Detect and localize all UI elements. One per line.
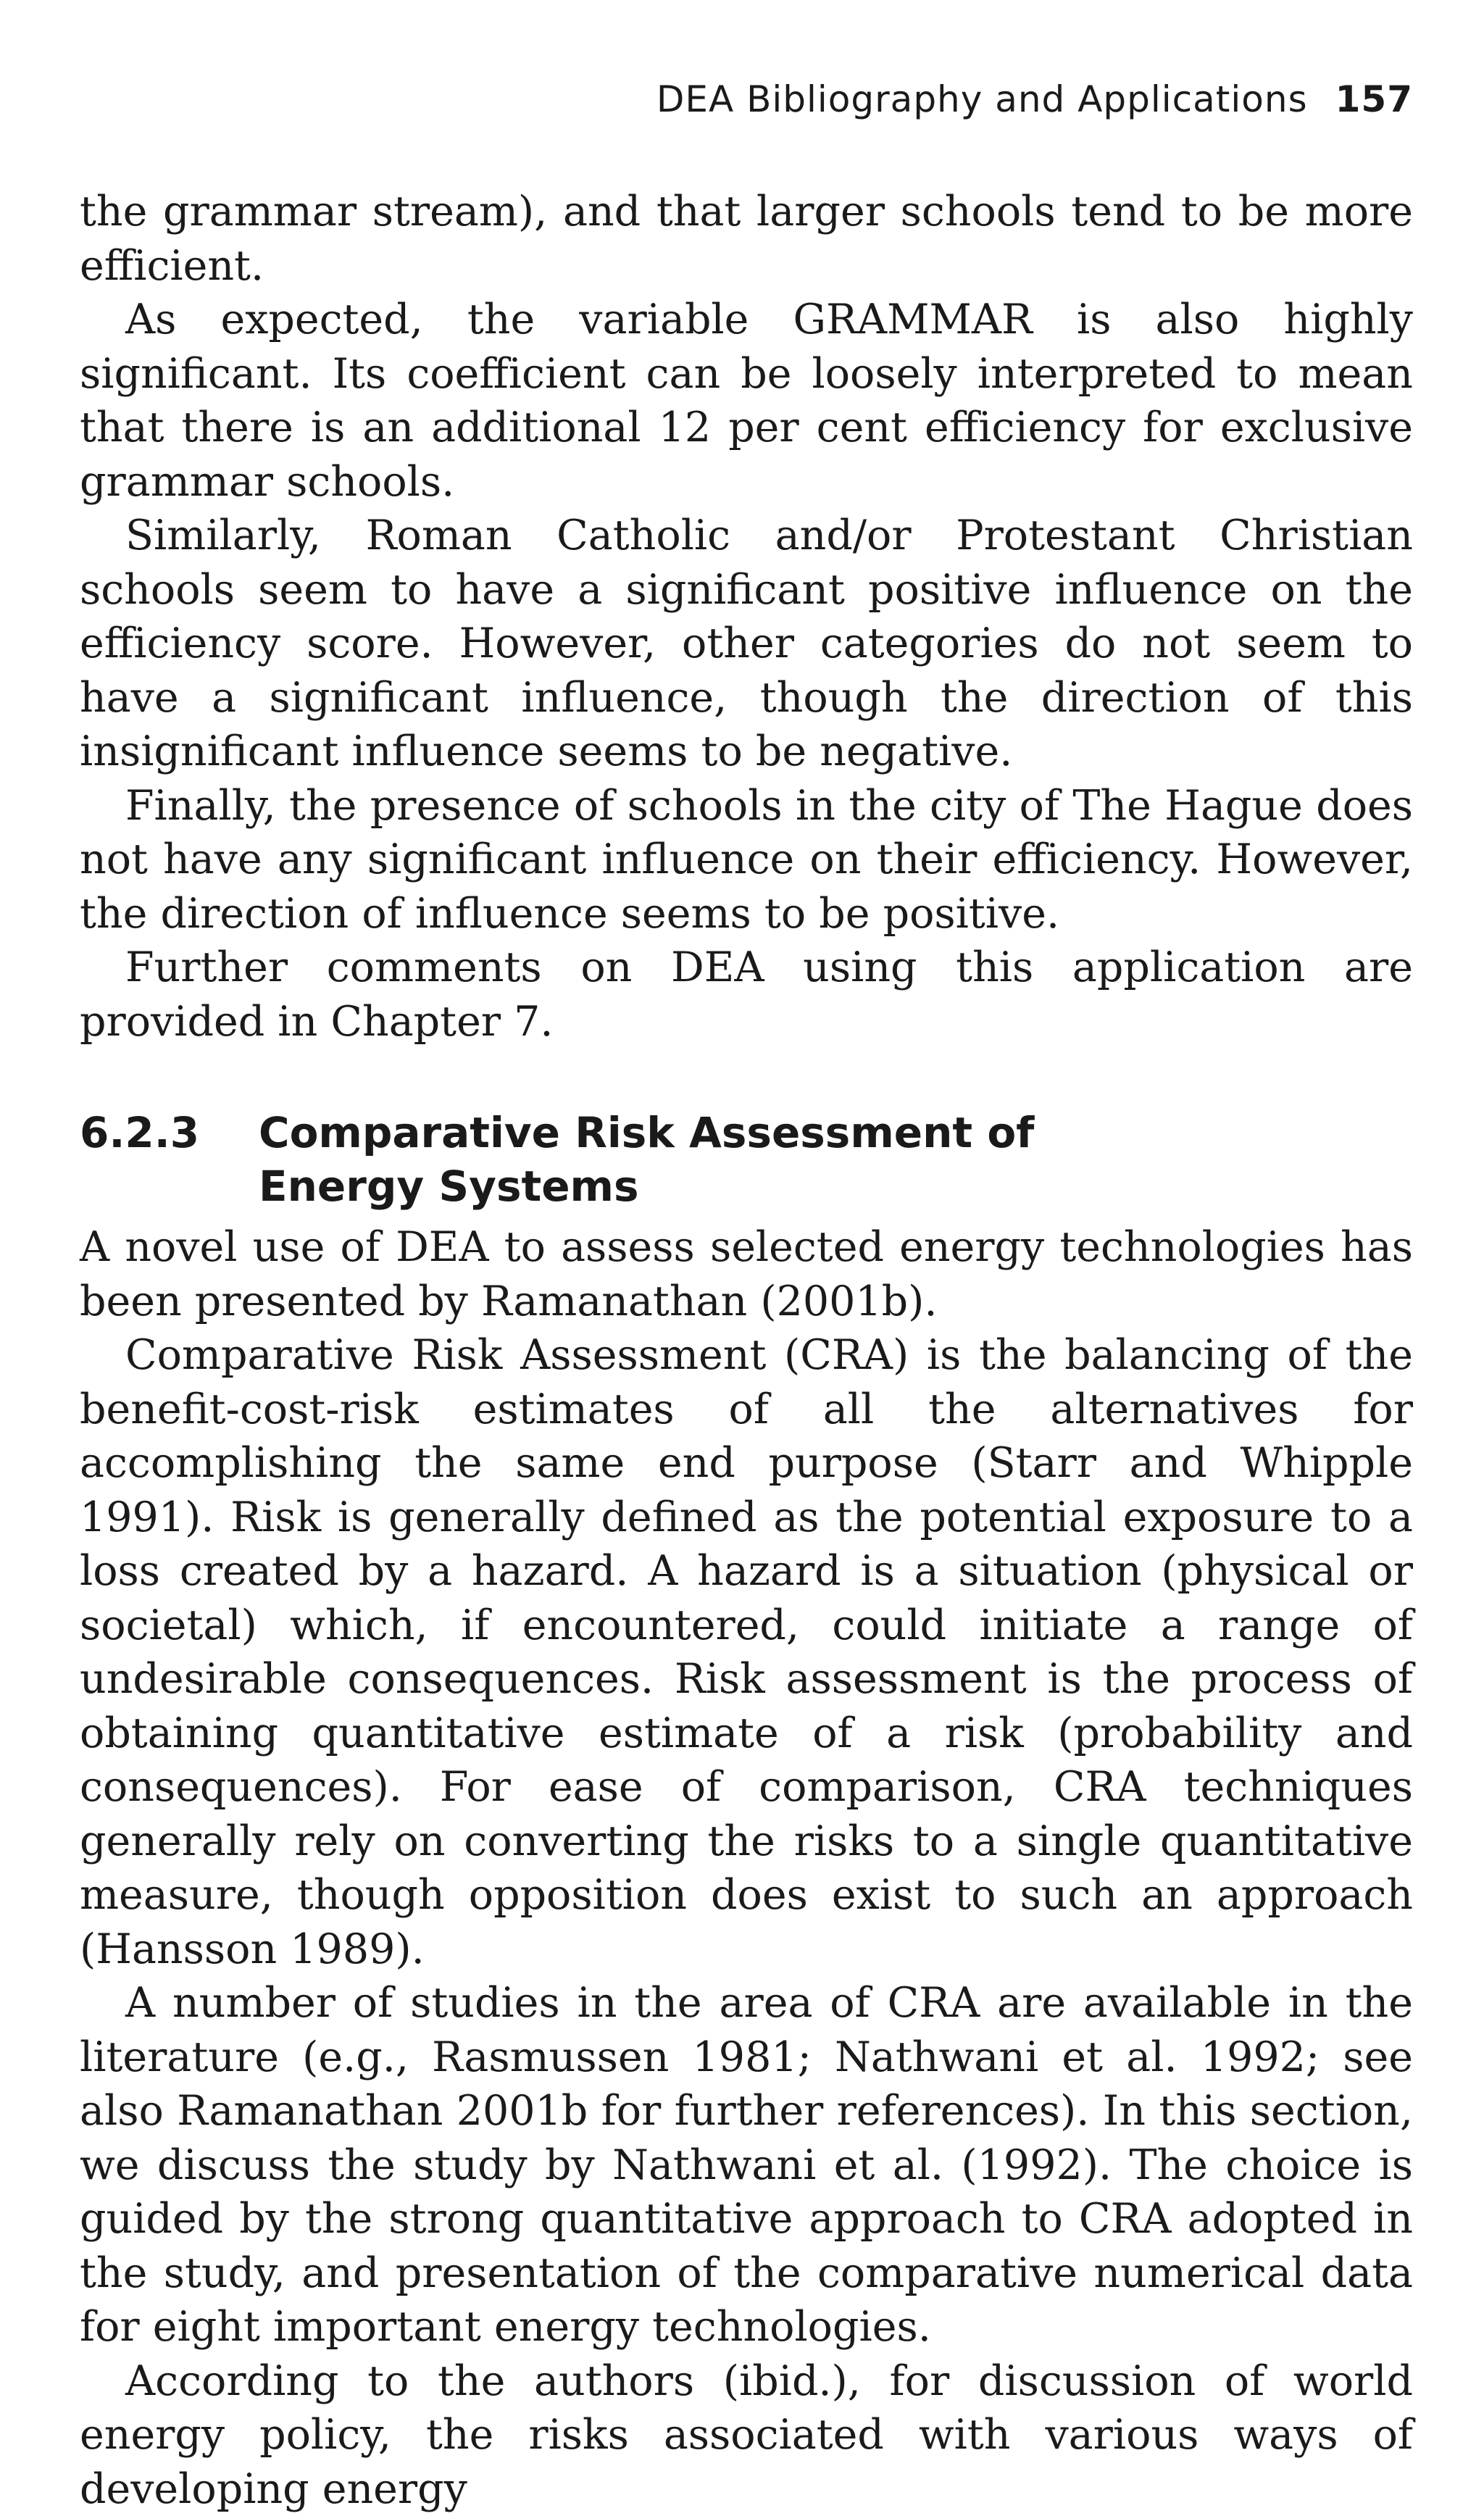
paragraph: the grammar stream), and that larger schools tend to be more efficient. bbox=[80, 185, 1413, 293]
running-header bbox=[656, 78, 1413, 120]
section-heading bbox=[80, 1106, 1413, 1213]
paragraph: As expected, the variable GRAMMAR is also highly significant. Its coefficient can be loosely interpreted to mean that there is an additional 12 per cent efficiency for exclusive grammar schools. bbox=[80, 293, 1413, 509]
page-number: 157 bbox=[1335, 78, 1413, 120]
paragraph: Finally, the presence of schools in the city of The Hague does not have any significant influence on their efficiency. However, the direction of influence seems to be positive. bbox=[80, 779, 1413, 941]
paragraph: According to the authors (ibid.), for discussion of world energy policy, the risks associated with various ways of developing energy bbox=[80, 2354, 1413, 2516]
running-title: DEA Bibliography and Applications bbox=[656, 78, 1308, 120]
section-title: Comparative Risk Assessment of Energy Systems bbox=[259, 1106, 1128, 1213]
paragraph: Further comments on DEA using this application are provided in Chapter 7. bbox=[80, 941, 1413, 1049]
paragraph: A novel use of DEA to assess selected energy technologies has been presented by Ramanathan (2001b). bbox=[80, 1220, 1413, 1328]
paragraph: Similarly, Roman Catholic and/or Protestant Christian schools seem to have a significant positive influence on the efficiency score. However, other categories do not seem to have a significant influence, though the direction of this insignificant influence seems to be negative. bbox=[80, 509, 1413, 779]
section-number: 6.2.3 bbox=[80, 1106, 259, 1213]
body-text bbox=[80, 185, 1413, 2516]
paragraph: A number of studies in the area of CRA are available in the literature (e.g., Rasmussen 1981; Nathwani et al. 1992; see also Ramanathan 2001b for further references). In this section, we discuss the study by Nathwani et al. (1992). The choice is guided by the strong quantitative approach to CRA adopted in the study, and presentation of the comparative numerical data for eight important energy technologies. bbox=[80, 1976, 1413, 2354]
paragraph: Comparative Risk Assessment (CRA) is the balancing of the benefit-cost-risk estimates of all the alternatives for accomplishing the same end purpose (Starr and Whipple 1991). Risk is generally defined as the potential exposure to a loss created by a hazard. A hazard is a situation (physical or societal) which, if encountered, could initiate a range of undesirable consequences. Risk assessment is the process of obtaining quantitative estimate of a risk (probability and consequences). For ease of comparison, CRA techniques generally rely on converting the risks to a single quantitative measure, though opposition does exist to such an approach (Hansson 1989). bbox=[80, 1328, 1413, 1976]
